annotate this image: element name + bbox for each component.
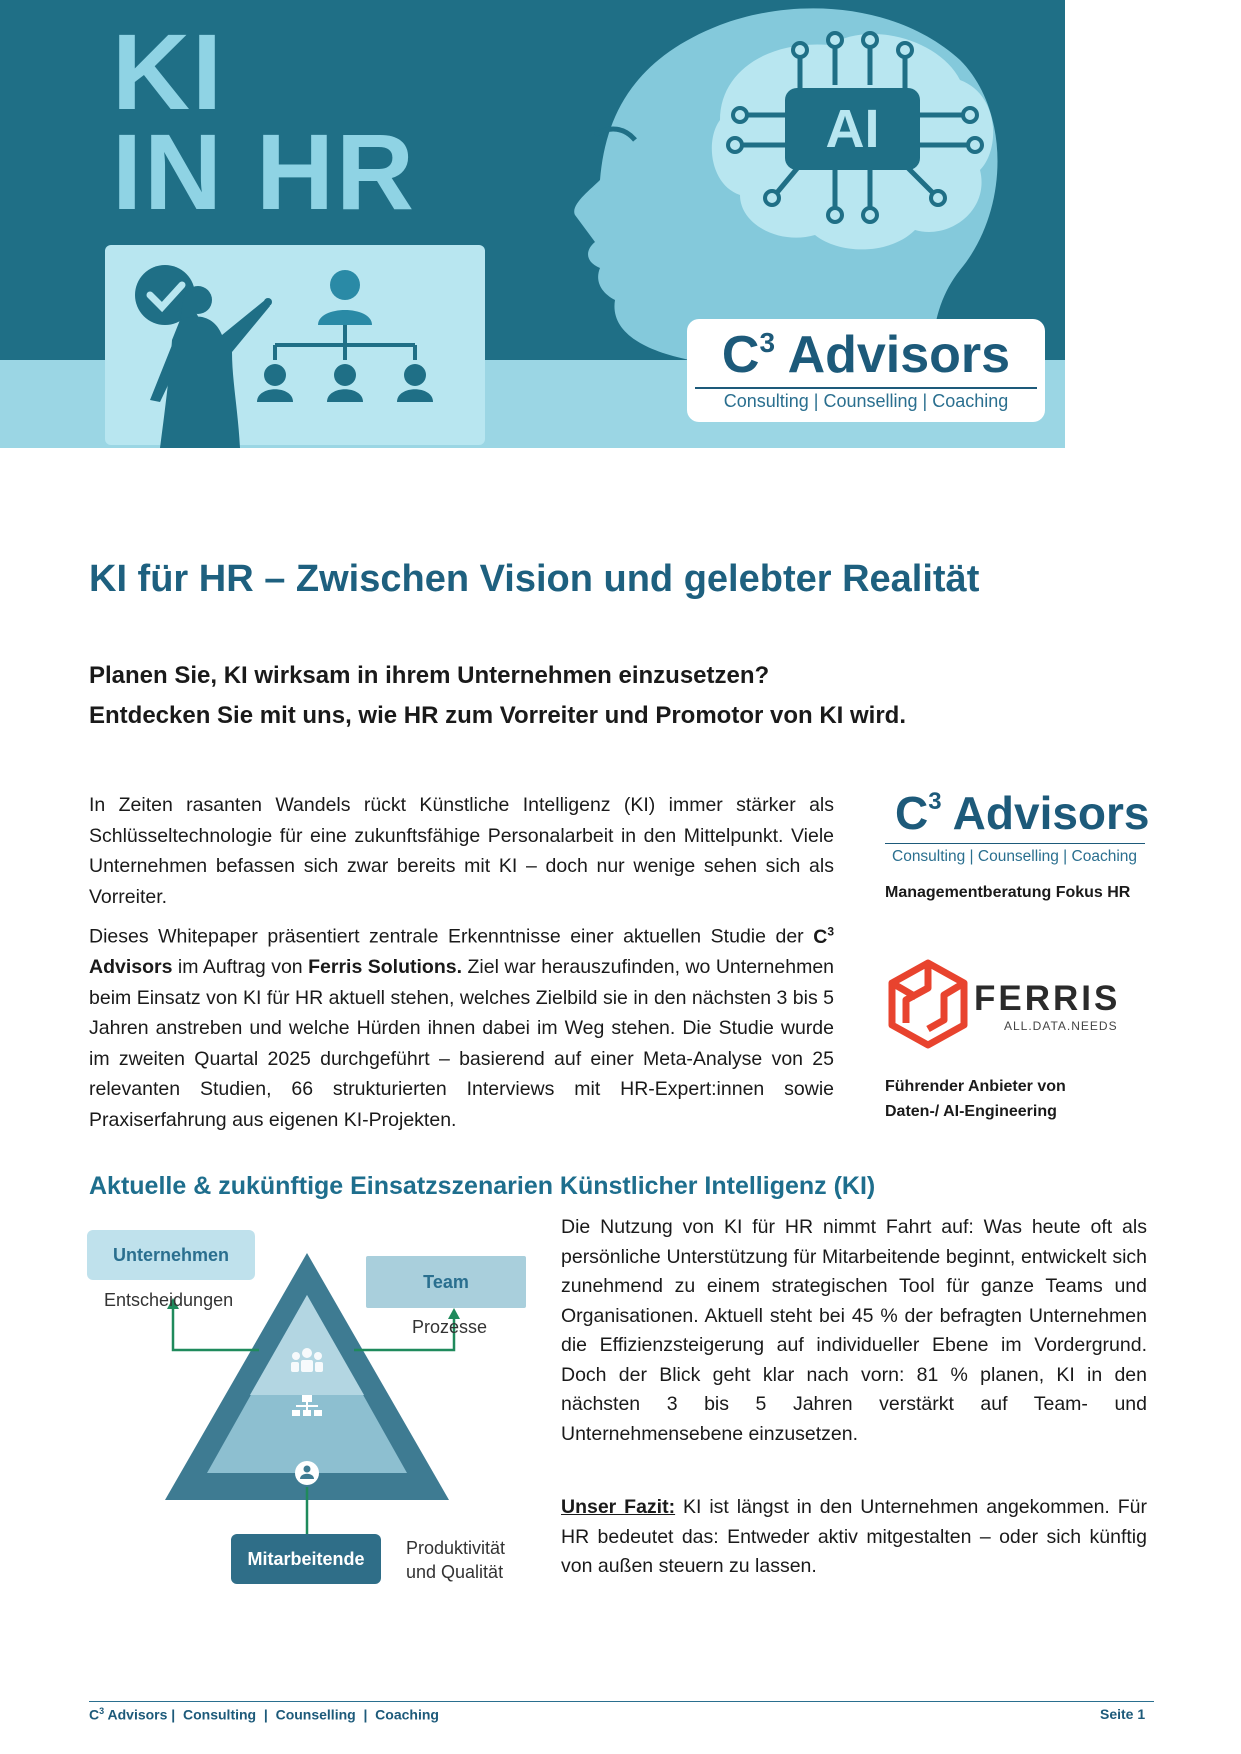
subtitle-line1: Planen Sie, KI wirksam in ihrem Unternehmen einzusetzen? bbox=[89, 662, 770, 689]
hero-logo-name: $C^3$ Advisors bbox=[721, 326, 1011, 384]
diagram-box-team: Team bbox=[366, 1256, 526, 1308]
diagram-label-produktivitaet-2: und Qualität bbox=[406, 1562, 504, 1582]
fazit-label: Unser Fazit: bbox=[561, 1496, 676, 1518]
hero-logo bbox=[687, 319, 1045, 422]
diagram-label-produktivitaet-1: Produktivität bbox=[406, 1538, 506, 1558]
section-paragraph: Die Nutzung von KI für HR nimmt Fahrt auf: Was heute oft als persönliche Unterstützung für Mitarbeitende beginnt, entwickelt sich zunehmend zu einem strategischen Tool für ganze Teams und Organisationen. Aktuell steht bei 45 % der befragten Unternehmen die Effizienzsteigerung auf individueller Ebene im Vordergrund. Doch der Blick geht klar nach vorn: 81 % planen, KI in den nächsten 3 bis 5 Jahren verstärkt auf Team- und Unternehmensebene einzusetzen. bbox=[561, 1216, 1147, 1445]
fazit-paragraph: Unser Fazit: KI ist längst in den Unternehmen angekommen. Für HR bedeutet das: Entweder aktiv mitgestalten – oder sich künftig von außen steuern zu lassen. bbox=[561, 1496, 1147, 1577]
diagram-label-entscheidungen: Entscheidungen bbox=[104, 1290, 234, 1310]
hero-logo-divider bbox=[695, 387, 1037, 389]
footer-divider bbox=[89, 1701, 1154, 1702]
c3-logo-divider bbox=[885, 843, 1145, 844]
ferris-logo-name: FERRIS bbox=[974, 979, 1121, 1018]
hero-title-line1: KI bbox=[112, 11, 224, 132]
hero-title-line2: IN HR bbox=[112, 111, 416, 232]
ferris-caption-line1: Führender Anbieter von bbox=[885, 1078, 1066, 1095]
ai-chip-label: AI bbox=[825, 99, 880, 159]
hero-banner bbox=[0, 0, 1065, 448]
section-title: Aktuelle & zukünftige Einsatzszenarien Künstlicher Intelligenz (KI) bbox=[89, 1172, 876, 1200]
footer-left: $C^3$ Advisors | Consulting | Counselling | Coaching bbox=[89, 1706, 439, 1723]
ferris-logo-icon bbox=[886, 958, 970, 1050]
c3-logo-tagline: Consulting | Counselling | Coaching bbox=[892, 848, 1138, 865]
intro-paragraph-2: Dieses Whitepaper präsentiert zentrale Erkenntnisse einer aktuellen Studie der $C^3$ Advisors im Auftrag von Ferris Solutions. Ziel war herauszufinden, wo Unternehmen beim Einsatz von KI für HR aktuell stehen, welches Zielbild sie in den nächsten 3 bis 5 Jahren anstreben und welche Hürden ihnen dabei im Weg stehen. Die Studie wurde im zweiten Quartal 2025 durchgeführt – basierend auf einer Meta-Analyse von 25 relevanten Studien, 66 strukturierten Interviews mit HR-Expert:innen sowie Praxiserfahrung aus eigenen KI-Projekten. bbox=[89, 924, 835, 1131]
diagram-box-unternehmen: Unternehmen bbox=[87, 1230, 255, 1280]
c3-caption: Managementberatung Fokus HR bbox=[885, 884, 1131, 901]
intro-paragraph-1: In Zeiten rasanten Wandels rückt Künstliche Intelligenz (KI) immer stärker als Schlüsseltechnologie für eine zukunftsfähige Personalarbeit in den Mittelpunkt. Viele Unternehmen befassen sich zwar bereits mit KI – doch nur wenige sehen sich als Vorreiter. bbox=[89, 794, 834, 908]
ferris-logo-tagline: ALL.DATA.NEEDS bbox=[1004, 1019, 1118, 1033]
ferris-caption-line2: Daten-/ AI-Engineering bbox=[885, 1103, 1057, 1120]
c3-logo-name: $C^3$ Advisors bbox=[895, 787, 1150, 839]
diagram-box-mitarbeitende: Mitarbeitende bbox=[231, 1534, 381, 1584]
page-number: Seite 1 bbox=[1100, 1706, 1146, 1722]
subtitle-line2: Entdecken Sie mit uns, wie HR zum Vorreiter und Promotor von KI wird. bbox=[89, 702, 907, 729]
hero-logo-tagline: Consulting | Counselling | Coaching bbox=[723, 391, 1009, 411]
page-title: KI für HR – Zwischen Vision und gelebter Realität bbox=[89, 558, 980, 600]
diagram-label-prozesse: Prozesse bbox=[412, 1317, 488, 1337]
